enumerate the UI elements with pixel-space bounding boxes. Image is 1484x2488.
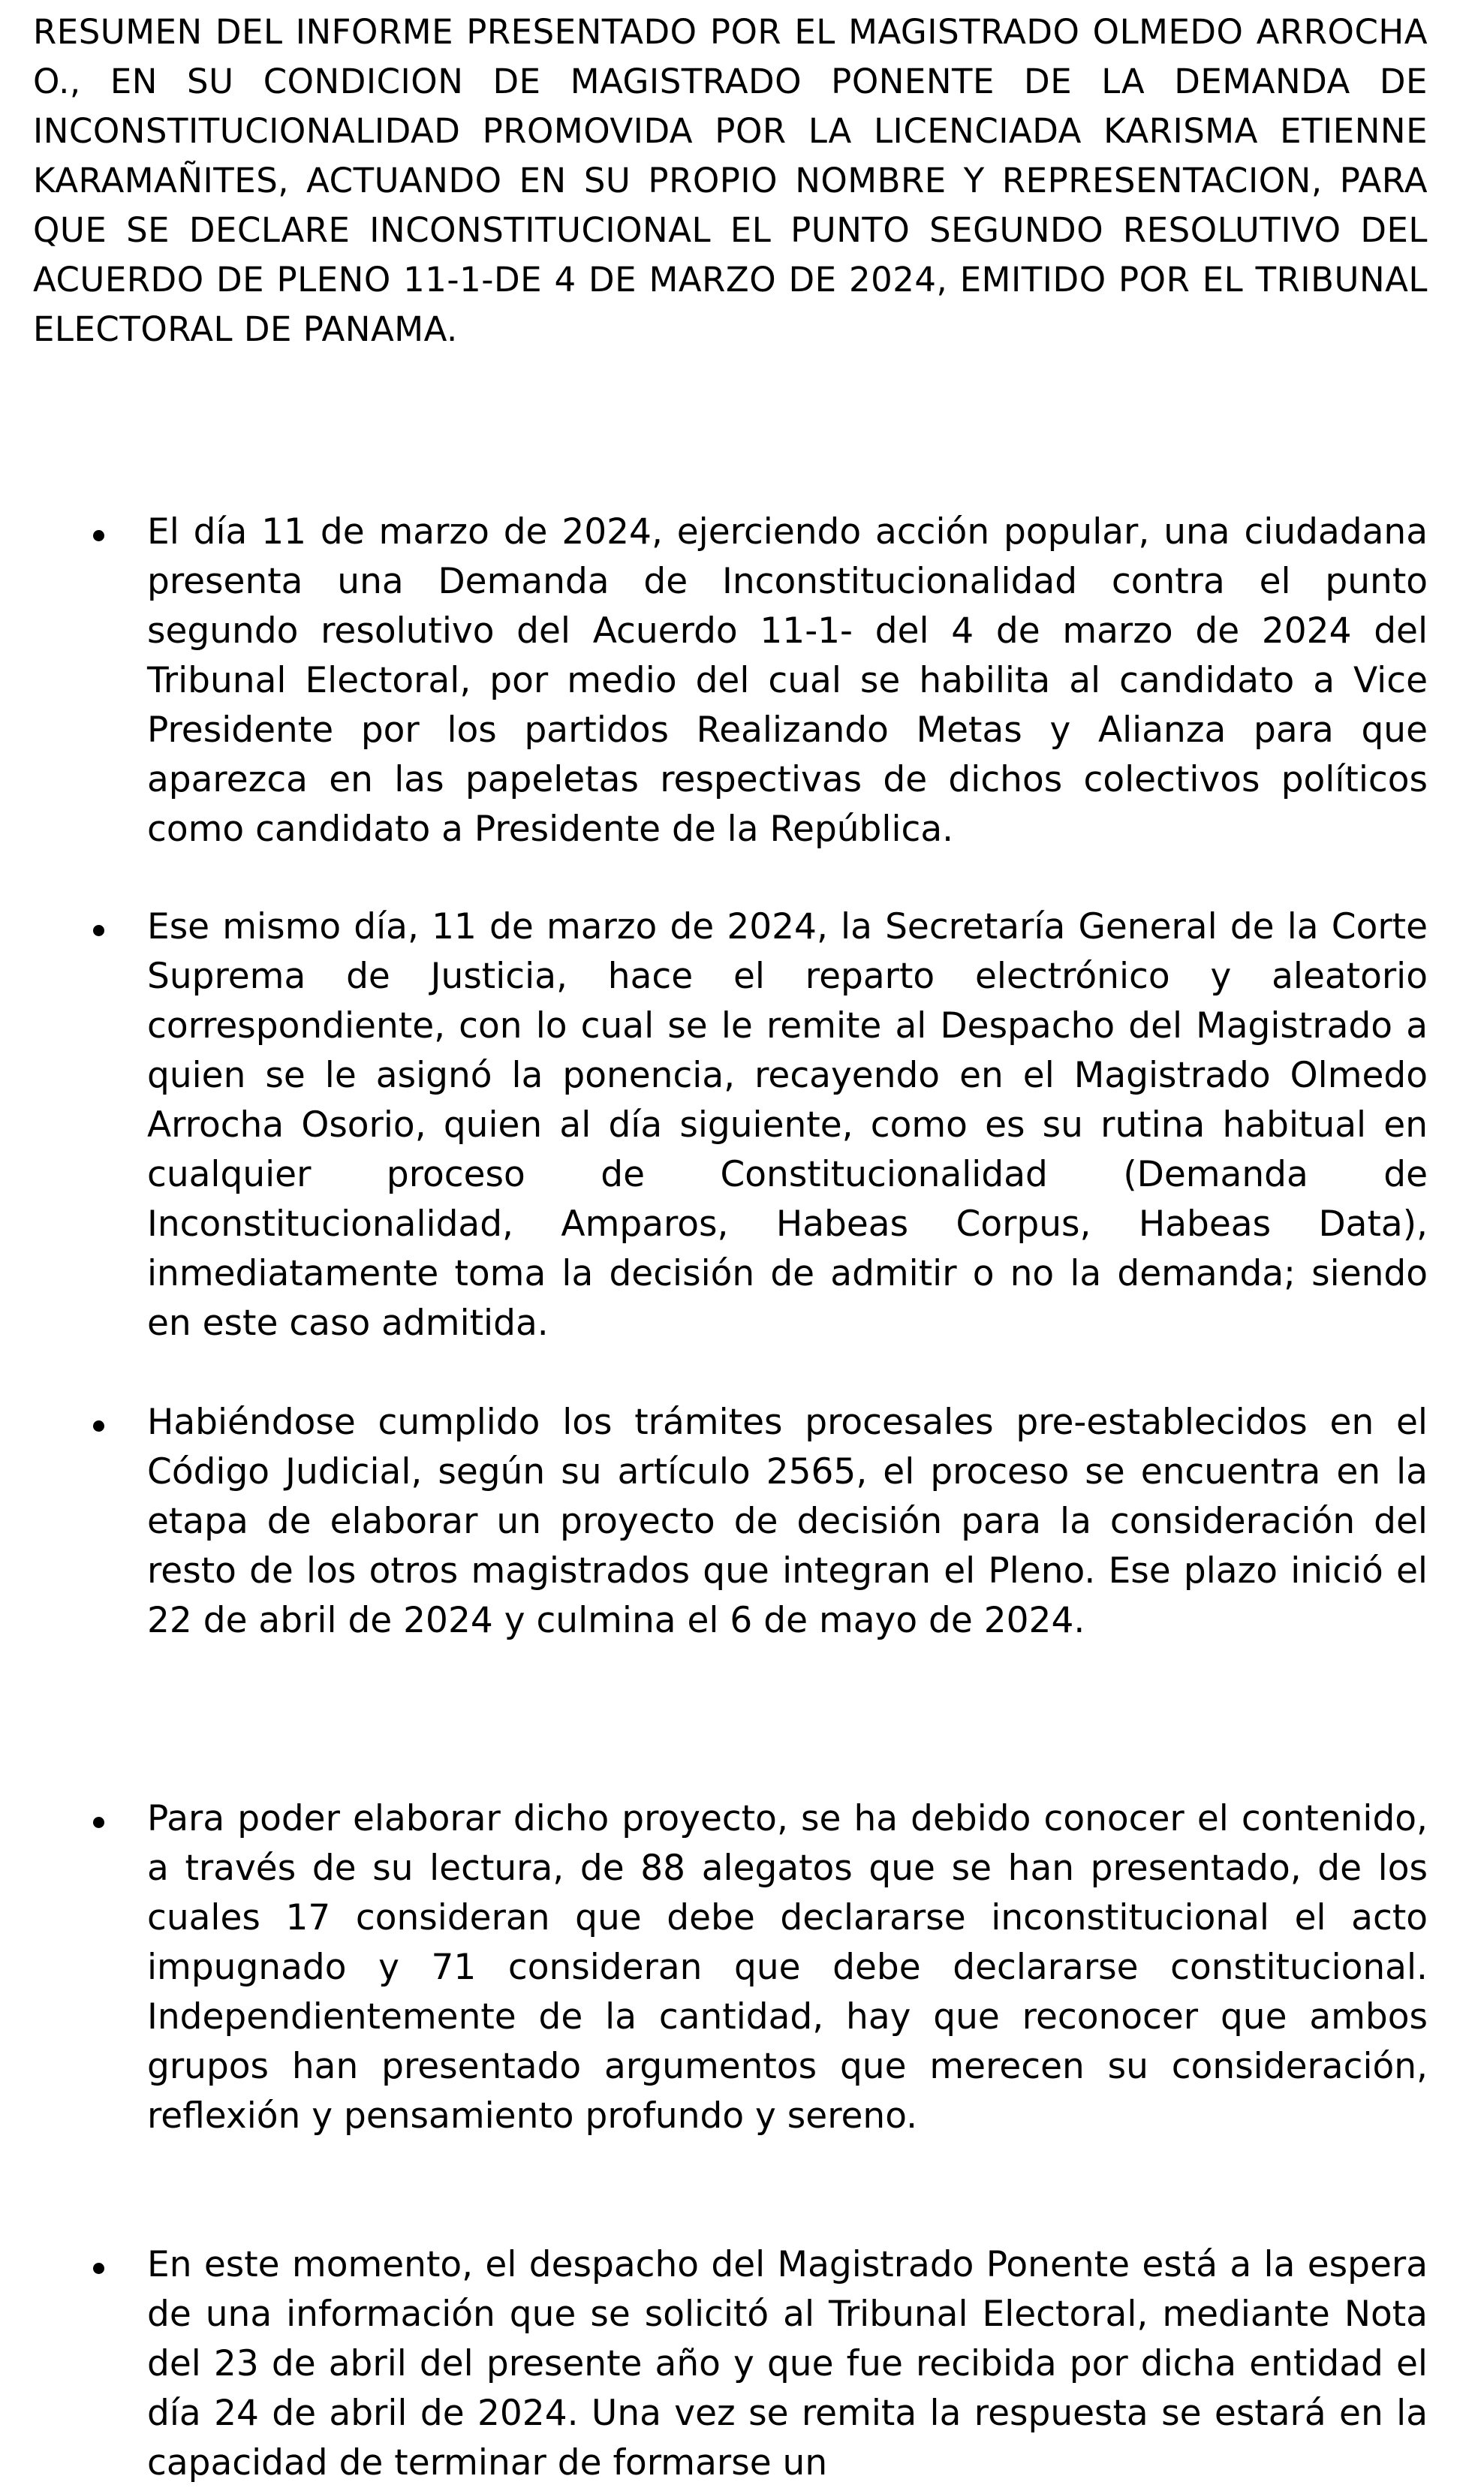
bullet-text: Habiéndose cumplido los trámites procesales pre-establecidos en el Código Judicial, según su artículo 2565, el proceso se encuentra en la etapa de elaborar un proyecto de decisión para la consideración del resto de los otros magistrados que integran el Pleno. Ese plazo inició el 22 de abril de 2024 y culmina el 6 de mayo de 2024.: [147, 1402, 1428, 1641]
bullet-text: El día 11 de marzo de 2024, ejerciendo acción popular, una ciudadana presenta una Demanda de Inconstitucionalidad contra el punto segundo resolutivo del Acuerdo 11-1- del 4 de marzo de 2024 del Tribunal Electoral, por medio del cual se habilita al candidato a Vice Presidente por los partidos Realizando Metas y Alianza para que aparezca en las papeletas respectivas de dichos colectivos políticos como candidato a Presidente de la República.: [147, 511, 1428, 850]
bullet-text: En este momento, el despacho del Magistrado Ponente está a la espera de una información que se solicitó al Tribunal Electoral, mediante Nota del 23 de abril del presente año y que fue recibida por dicha entidad el día 24 de abril de 2024. Una vez se remita la respuesta se estará en la capacidad de terminar de formarse un: [147, 2244, 1428, 2483]
bullet-dot-icon: [93, 1420, 104, 1432]
bullet-text: Para poder elaborar dicho proyecto, se ha debido conocer el contenido, a través de su lectura, de 88 alegatos que se han presentado, de los cuales 17 consideran que debe declararse inconstitucional el acto impugnado y 71 consideran que debe declararse constitucional. Independientemente de la cantidad, hay que reconocer que ambos grupos han presentado argumentos que merecen su consideración, reflexión y pensamiento profundo y sereno.: [147, 1798, 1428, 2137]
document-heading: RESUMEN DEL INFORME PRESENTADO POR EL MAGISTRADO OLMEDO ARROCHA O., EN SU CONDICION DE MAGISTRADO PONENTE DE LA DEMANDA DE INCONSTITUCIONALIDAD PROMOVIDA POR LA LICENCIADA KARISMA ETIENNE KARAMAÑITES, ACTUANDO EN SU PROPIO NOMBRE Y REPRESENTACION, PARA QUE SE DECLARE INCONSTITUCIONAL EL PUNTO SEGUNDO RESOLUTIVO DEL ACUERDO DE PLENO 11-1-DE 4 DE MARZO DE 2024, EMITIDO POR EL TRIBUNAL ELECTORAL DE PANAMA.: [33, 12, 1428, 349]
bullet-dot-icon: [93, 1817, 104, 1828]
bullet-text: Ese mismo día, 11 de marzo de 2024, la Secretaría General de la Corte Suprema de Justicia, hace el reparto electrónico y aleatorio correspondiente, con lo cual se le remite al Despacho del Magistrado a quien se le asignó la ponencia, recayendo en el Magistrado Olmedo Arrocha Osorio, quien al día siguiente, como es su rutina habitual en cualquier proceso de Constitucionalidad (Demanda de Inconstitucionalidad, Amparos, Habeas Corpus, Habeas Data), inmediatamente toma la decisión de admitir o no la demanda; siendo en este caso admitida.: [147, 906, 1428, 1344]
bullet-dot-icon: [93, 530, 104, 541]
bullet-dot-icon: [93, 925, 104, 936]
bullet-dot-icon: [93, 2263, 104, 2274]
